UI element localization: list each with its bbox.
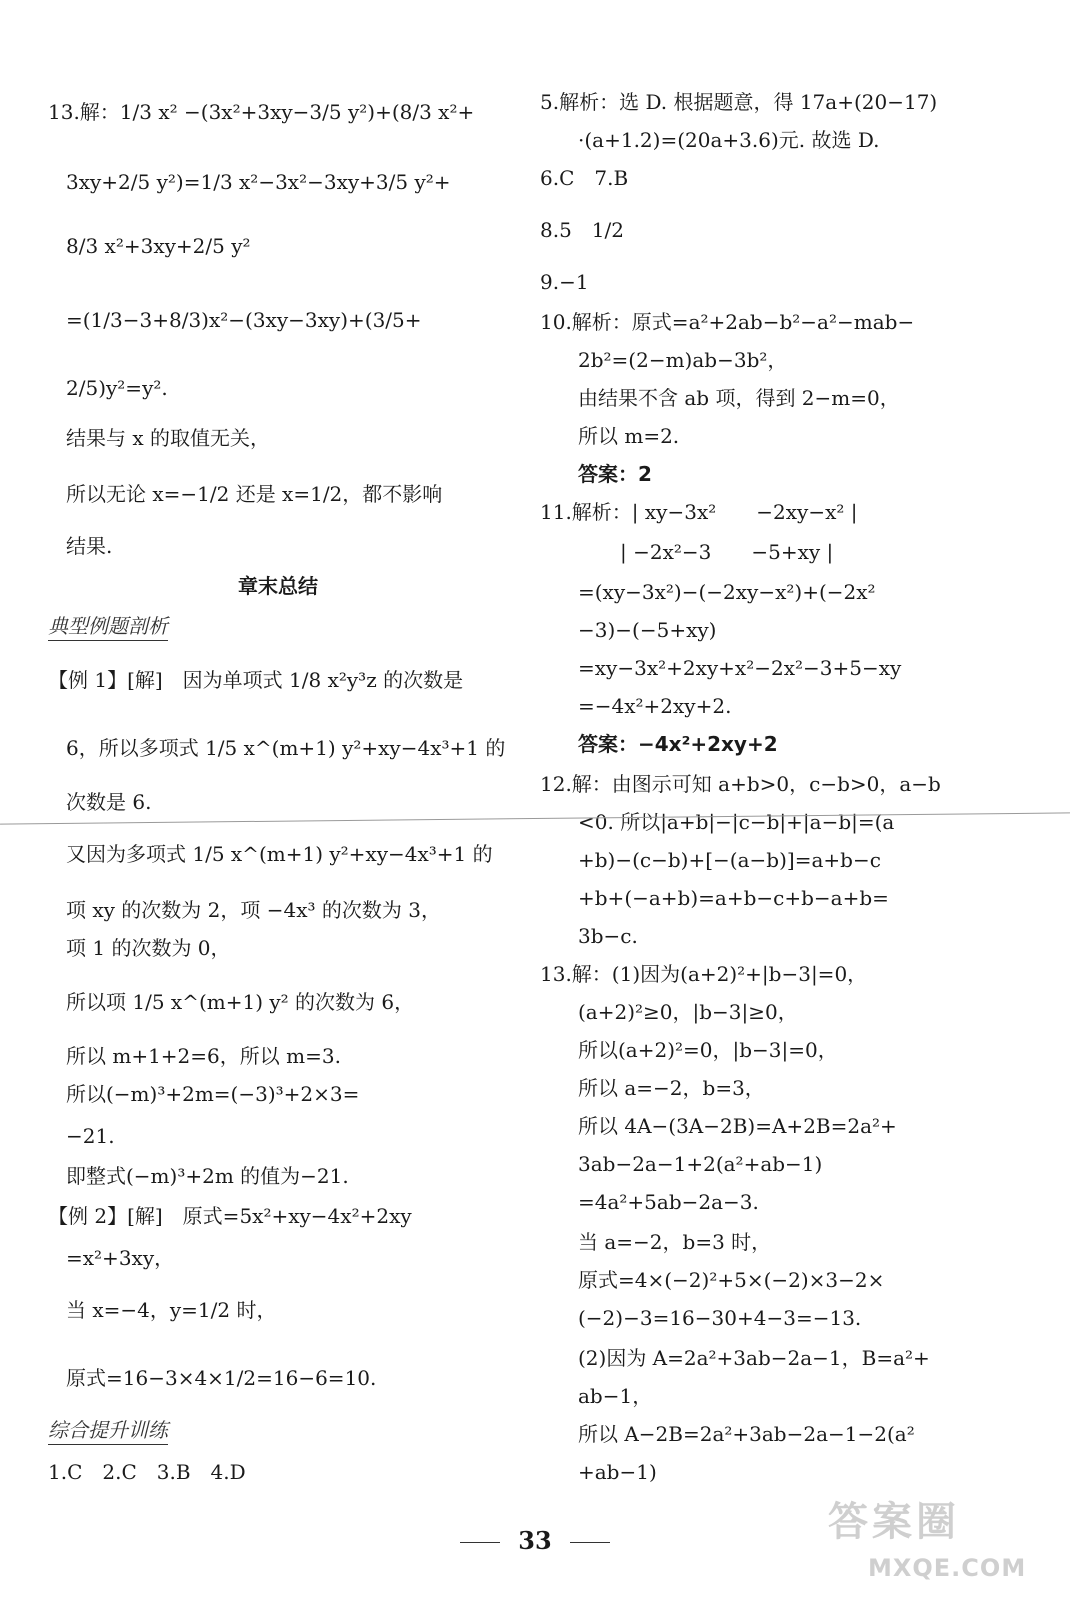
q10-line: 由结果不含 ab 项，得到 2−m=0， bbox=[578, 386, 900, 410]
answers-1-4: 1.C 2.C 3.B 4.D bbox=[48, 1460, 246, 1484]
q13-right-line: 所以(a+2)²=0，|b−3|=0， bbox=[578, 1038, 838, 1062]
page-number-dash bbox=[460, 1542, 500, 1543]
q11-line: =xy−3x²+2xy+x²−2x²−3+5−xy bbox=[578, 656, 902, 680]
watermark-logo bbox=[828, 1490, 1038, 1590]
example2-line: 【例 2】[解] 原式=5x²+xy−4x²+2xy bbox=[48, 1204, 412, 1228]
q13-line: 结果. bbox=[66, 534, 113, 558]
q11-line: −3)−(−5+xy) bbox=[578, 618, 717, 642]
q5-line: ·(a+1.2)=(20a+3.6)元. 故选 D. bbox=[578, 128, 880, 152]
q10-line: 2b²=(2−m)ab−3b²， bbox=[578, 348, 788, 372]
q13-right-line: 所以 4A−(3A−2B)=A+2B=2a²+ bbox=[578, 1114, 897, 1138]
watermark-text: 答案圈 bbox=[828, 1499, 960, 1545]
example1-line: 即整式(−m)³+2m 的值为−21. bbox=[66, 1164, 349, 1188]
q13-right-line: =4a²+5ab−2a−3. bbox=[578, 1190, 759, 1214]
q13-right-line: 所以 a=−2，b=3， bbox=[578, 1076, 765, 1100]
watermark-url: MXQE.COM bbox=[868, 1554, 1027, 1582]
q13-line: 2/5)y²=y². bbox=[66, 376, 168, 400]
q12-line: +b)−(c−b)+[−(a−b)]=a+b−c bbox=[578, 848, 881, 872]
q13-line: 3xy+2/5 y²)=1/3 x²−3x²−3xy+3/5 y²+ bbox=[66, 170, 451, 194]
example1-line: 次数是 6. bbox=[66, 790, 152, 814]
example1-line: 项 1 的次数为 0， bbox=[66, 936, 231, 960]
example1-line: 所以 m+1+2=6，所以 m=3. bbox=[66, 1044, 341, 1068]
q11-line: =−4x²+2xy+2. bbox=[578, 694, 732, 718]
q13-right-line: 3ab−2a−1+2(a²+ab−1) bbox=[578, 1152, 823, 1176]
q13-line: 结果与 x 的取值无关， bbox=[66, 426, 270, 450]
example2-line: 当 x=−4，y=1/2 时， bbox=[66, 1298, 277, 1322]
q11-answer: 答案：−4x²+2xy+2 bbox=[578, 732, 778, 756]
q13-right-line: (a+2)²≥0，|b−3|≥0， bbox=[578, 1000, 798, 1024]
q12-line: +b+(−a+b)=a+b−c+b−a+b= bbox=[578, 886, 889, 910]
q13-right-line: 所以 A−2B=2a²+3ab−2a−1−2(a² bbox=[578, 1422, 915, 1446]
q13-right-line: (2)因为 A=2a²+3ab−2a−1，B=a²+ bbox=[578, 1346, 930, 1370]
q13-right-line: (−2)−3=16−30+4−3=−13. bbox=[578, 1306, 862, 1330]
example1-line: 又因为多项式 1/5 x^(m+1) y²+xy−4x³+1 的 bbox=[66, 842, 493, 866]
example1-line: 【例 1】[解] 因为单项式 1/8 x²y³z 的次数是 bbox=[48, 668, 464, 692]
q10-line: 所以 m=2. bbox=[578, 424, 680, 448]
q10-line: 10.解析：原式=a²+2ab−b²−a²−mab− bbox=[540, 310, 915, 334]
chapter-title: 章末总结 bbox=[238, 574, 318, 598]
q5-line: 5.解析：选 D. 根据题意，得 17a+(20−17) bbox=[540, 90, 938, 114]
q13-right-line: ab−1， bbox=[578, 1384, 653, 1408]
example1-line: −21. bbox=[66, 1124, 115, 1148]
example1-line: 所以项 1/5 x^(m+1) y² 的次数为 6， bbox=[66, 990, 415, 1014]
scan-artifact-line bbox=[0, 812, 1070, 824]
q13-right-line: 当 a=−2，b=3 时， bbox=[578, 1230, 772, 1254]
q12-line: 12.解：由图示可知 a+b>0，c−b>0，a−b bbox=[540, 772, 941, 796]
example2-line: =x²+3xy， bbox=[66, 1246, 175, 1270]
section-heading-training: 综合提升训练 bbox=[48, 1414, 168, 1445]
section-heading-examples: 典型例题剖析 bbox=[48, 610, 168, 641]
example1-line: 项 xy 的次数为 2，项 −4x³ 的次数为 3， bbox=[66, 898, 441, 922]
q10-answer: 答案：2 bbox=[578, 462, 652, 486]
example1-line: 所以(−m)³+2m=(−3)³+2×3= bbox=[66, 1082, 360, 1106]
q13-line: 8/3 x²+3xy+2/5 y² bbox=[66, 234, 251, 258]
q11-line: =(xy−3x²)−(−2xy−x²)+(−2x² bbox=[578, 580, 876, 604]
q13-line: 所以无论 x=−1/2 还是 x=1/2，都不影响 bbox=[66, 482, 443, 506]
q13-line: 13.解：1/3 x² −(3x²+3xy−3/5 y²)+(8/3 x²+ bbox=[48, 100, 475, 124]
q12-line: 3b−c. bbox=[578, 924, 638, 948]
q11-line: | −2x²−3 −5+xy | bbox=[540, 540, 834, 564]
example2-line: 原式=16−3×4×1/2=16−6=10. bbox=[66, 1366, 377, 1390]
q8: 8.5 1/2 bbox=[540, 218, 624, 242]
page-number-dash bbox=[570, 1542, 610, 1543]
page-number-value: 33 bbox=[518, 1526, 552, 1555]
q11-line: 11.解析：| xy−3x² −2xy−x² | bbox=[540, 500, 858, 524]
q9: 9.−1 bbox=[540, 270, 589, 294]
q13-right-line: 13.解：(1)因为(a+2)²+|b−3|=0， bbox=[540, 962, 868, 986]
q13-right-line: 原式=4×(−2)²+5×(−2)×3−2× bbox=[578, 1268, 885, 1292]
q6-7: 6.C 7.B bbox=[540, 166, 629, 190]
example1-line: 6，所以多项式 1/5 x^(m+1) y²+xy−4x³+1 的 bbox=[66, 736, 506, 760]
q13-line: =(1/3−3+8/3)x²−(3xy−3xy)+(3/5+ bbox=[66, 308, 422, 332]
q12-line: <0. 所以|a+b|−|c−b|+|a−b|=(a bbox=[578, 810, 895, 834]
q13-right-line: +ab−1) bbox=[578, 1460, 657, 1484]
